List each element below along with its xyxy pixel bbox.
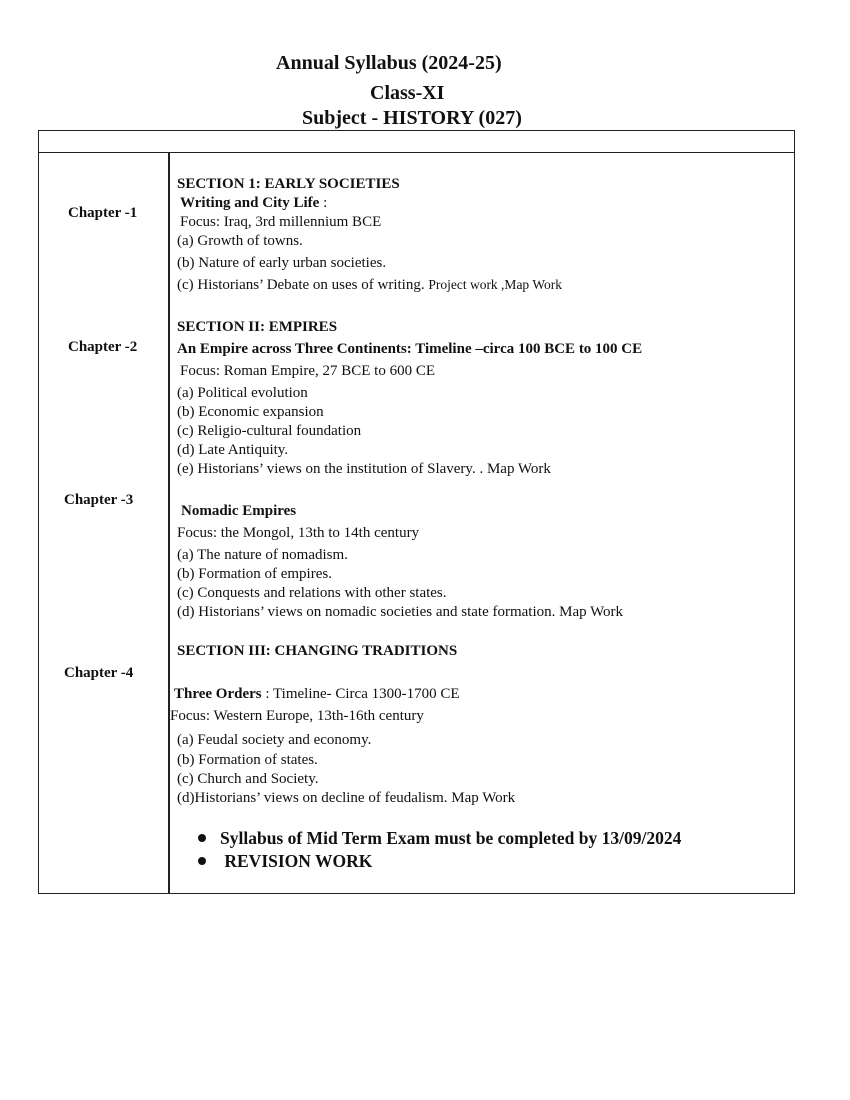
chapter-4-focus: Focus: Western Europe, 13th-16th century	[170, 708, 424, 724]
class-label: Class-XI	[370, 82, 445, 104]
chapter-3-item-b: (b) Formation of empires.	[177, 566, 332, 582]
chapter-3-item-a: (a) The nature of nomadism.	[177, 547, 348, 563]
chapter-3-item-d: (d) Historians’ views on nomadic societies and state formation. Map Work	[177, 604, 624, 620]
chapter-2-label: Chapter -2	[68, 339, 138, 355]
chapter-1-project-note: Project work ,Map Work	[428, 277, 562, 292]
chapter-3-item-c: (c) Conquests and relations with other states.	[177, 585, 447, 601]
chapter-1-label: Chapter -1	[68, 205, 138, 221]
chapter-1-item-c: (c) Historians’ Debate on uses of writing.	[177, 277, 425, 293]
table-header-row	[38, 130, 795, 153]
chapter-4-label: Chapter -4	[64, 665, 134, 681]
revision-note-text: REVISION WORK	[220, 851, 373, 871]
chapter-1-title-suffix: :	[319, 195, 328, 211]
chapter-4-title: Three Orders	[174, 686, 262, 702]
chapter-3-label: Chapter -3	[64, 492, 134, 508]
column-divider	[168, 152, 170, 894]
chapter-3-focus: Focus: the Mongol, 13th to 14th century	[177, 525, 420, 541]
chapter-4-item-c: (c) Church and Society.	[177, 771, 319, 787]
section-2-heading: SECTION II: EMPIRES	[177, 319, 338, 335]
midterm-note-text: Syllabus of Mid Term Exam must be completed by 13/09/2024	[220, 828, 682, 848]
chapter-4-title-line	[174, 686, 460, 703]
chapter-2-title: An Empire across Three Continents: Timeline –circa 100 BCE to 100 CE	[177, 341, 643, 357]
syllabus-table	[38, 152, 795, 894]
midterm-note	[198, 828, 681, 849]
chapter-2-item-b: (b) Economic expansion	[177, 404, 324, 420]
chapter-1-item-c-line	[177, 277, 562, 294]
chapter-1-item-b: (b) Nature of early urban societies.	[177, 255, 387, 271]
subject-label: Subject - HISTORY (027)	[302, 107, 522, 129]
chapter-4-item-a: (a) Feudal society and economy.	[177, 732, 372, 748]
chapter-2-item-e: (e) Historians’ views on the institution of Slavery. . Map Work	[177, 461, 551, 477]
chapter-4-item-b: (b) Formation of states.	[177, 752, 318, 768]
bullet-icon	[198, 834, 206, 842]
chapter-2-item-a: (a) Political evolution	[177, 385, 308, 401]
document-title: Annual Syllabus (2024-25)	[276, 52, 502, 74]
chapter-1-item-a: (a) Growth of towns.	[177, 233, 303, 249]
section-1-heading: SECTION 1: EARLY SOCIETIES	[177, 176, 400, 192]
chapter-1-title-line	[180, 195, 327, 212]
revision-note	[198, 851, 372, 872]
chapter-2-item-d: (d) Late Antiquity.	[177, 442, 289, 458]
chapter-4-timeline: : Timeline- Circa 1300-1700 CE	[261, 686, 460, 702]
bullet-icon	[198, 857, 206, 865]
chapter-2-focus: Focus: Roman Empire, 27 BCE to 600 CE	[180, 363, 435, 379]
chapter-2-item-c: (c) Religio-cultural foundation	[177, 423, 362, 439]
chapter-1-focus: Focus: Iraq, 3rd millennium BCE	[180, 214, 382, 230]
chapter-3-title: Nomadic Empires	[181, 503, 297, 519]
chapter-1-title: Writing and City Life	[180, 195, 320, 211]
chapter-4-item-d: (d)Historians’ views on decline of feudalism. Map Work	[177, 790, 516, 806]
section-3-heading: SECTION III: CHANGING TRADITIONS	[177, 643, 458, 659]
